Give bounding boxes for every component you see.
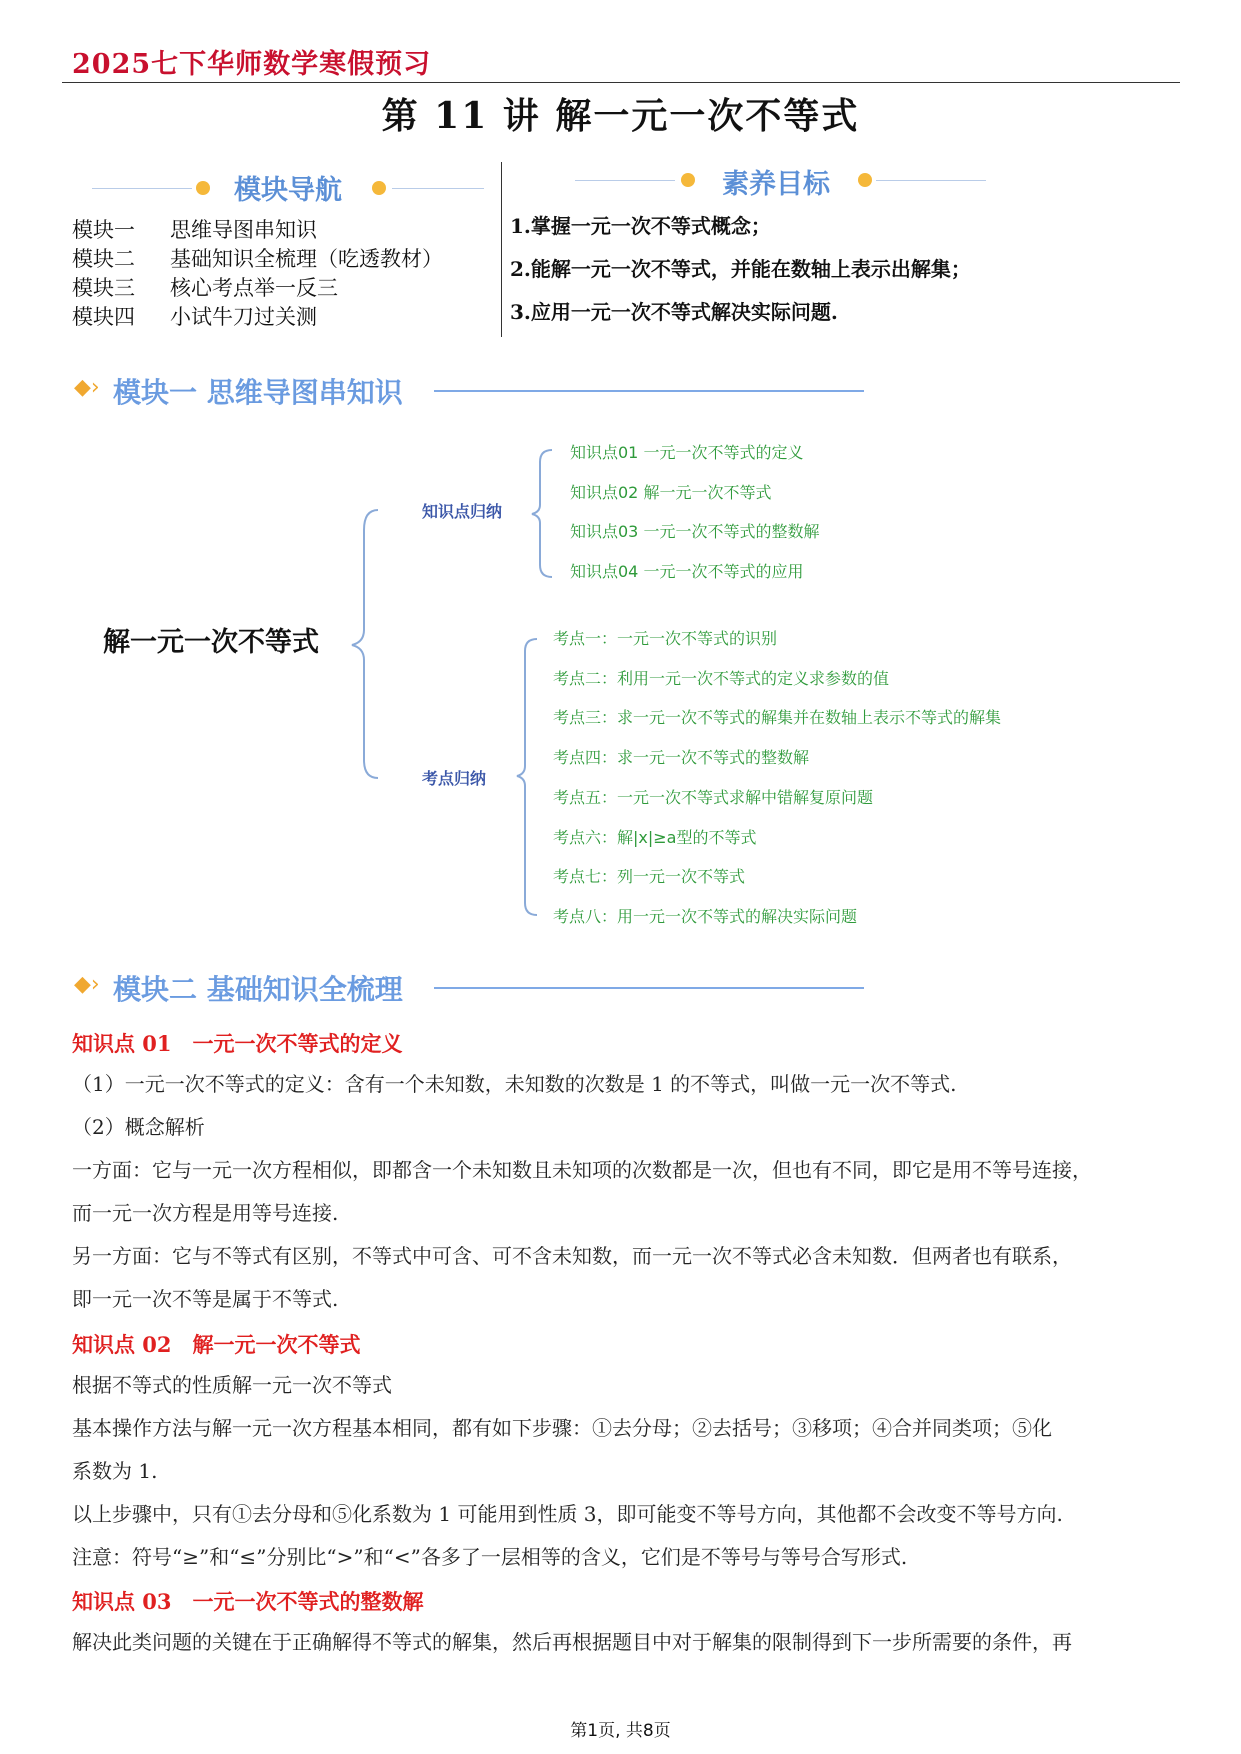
mindmap-leaf: 考点七：列一元一次不等式 bbox=[553, 867, 746, 886]
kp1-line: （1）一元一次不等式的定义：含有一个未知数，未知数的次数是 1 的不等式，叫做一元一次不等式. bbox=[72, 1072, 957, 1096]
header-title: 2025七下华师数学寒假预习 bbox=[72, 49, 432, 80]
mindmap-leaf: 知识点02 解一元一次不等式 bbox=[570, 483, 772, 502]
kp2-title: 知识点 02 解一元一次不等式 bbox=[72, 1332, 361, 1357]
mindmap-leaf: 考点二：利用一元一次不等式的定义求参数的值 bbox=[553, 669, 890, 688]
kp2-line: 以上步骤中，只有①去分母和⑤化系数为 1 可能用到性质 3，即可能变不等号方向，其他都不会改变不等号方向. bbox=[72, 1502, 1063, 1526]
goal-item: 3.应用一元一次不等式解决实际问题. bbox=[510, 300, 838, 324]
mindmap-branch-knowledge: 知识点归纳 bbox=[422, 502, 503, 521]
mindmap-leaf: 考点六：解|x|≥a型的不等式 bbox=[553, 828, 757, 847]
nav-item-value: 思维导图串知识 bbox=[170, 218, 317, 242]
nav-item-key: 模块三 bbox=[72, 276, 135, 300]
goal-item: 2.能解一元一次不等式，并能在数轴上表示出解集； bbox=[510, 257, 971, 281]
goals-title: 素养目标 bbox=[722, 169, 830, 200]
kp1-title: 知识点 01 一元一次不等式的定义 bbox=[72, 1031, 403, 1056]
kp1-line: 另一方面：它与不等式有区别，不等式中可含、可不含未知数，而一元一次不等式必含未知数．但两者也有联系， bbox=[72, 1244, 1072, 1268]
page-footer: 第1页, 共8页 bbox=[570, 1721, 671, 1741]
kp1-line: 一方面：它与一元一次方程相似，即都含一个未知数且未知项的次数都是一次，但也有不同，即它是用不等号连接， bbox=[72, 1158, 1092, 1182]
kp2-line: 注意：符号“≥”和“≤”分别比“>”和“<”各多了一层相等的含义，它们是不等号与等号合写形式. bbox=[72, 1545, 908, 1569]
mindmap-leaf: 知识点03 一元一次不等式的整数解 bbox=[570, 522, 820, 541]
nav-item-value: 核心考点举一反三 bbox=[170, 276, 338, 300]
kp3-title: 知识点 03 一元一次不等式的整数解 bbox=[72, 1589, 424, 1614]
kp1-line: （2）概念解析 bbox=[72, 1115, 205, 1139]
kp3-line: 解决此类问题的关键在于正确解得不等式的解集，然后再根据题目中对于解集的限制得到下一步所需要的条件，再 bbox=[72, 1630, 1072, 1654]
mindmap-leaf: 知识点01 一元一次不等式的定义 bbox=[570, 443, 804, 462]
nav-item-value: 小试牛刀过关测 bbox=[170, 305, 317, 329]
kp2-line: 基本操作方法与解一元一次方程基本相同，都有如下步骤：①去分母；②去括号；③移项；④合并同类项；⑤化 bbox=[72, 1416, 1052, 1440]
goal-item: 1.掌握一元一次不等式概念； bbox=[510, 214, 771, 238]
mindmap-leaf: 考点一：一元一次不等式的识别 bbox=[553, 629, 778, 648]
mindmap-leaf: 考点五：一元一次不等式求解中错解复原问题 bbox=[553, 788, 874, 807]
mindmap-root: 解一元一次不等式 bbox=[103, 627, 319, 658]
module2-diamond-icon: ◆› bbox=[74, 972, 100, 997]
mindmap-leaf: 考点四：求一元一次不等式的整数解 bbox=[553, 748, 810, 767]
mindmap-leaf: 知识点04 一元一次不等式的应用 bbox=[570, 562, 804, 581]
mindmap-leaf: 考点三：求一元一次不等式的解集并在数轴上表示不等式的解集 bbox=[553, 708, 1002, 727]
kp1-line: 即一元一次不等是属于不等式. bbox=[72, 1287, 339, 1311]
kp2-line: 系数为 1. bbox=[72, 1459, 158, 1483]
mindmap-branch-exam: 考点归纳 bbox=[422, 769, 487, 788]
kp1-line: 而一元一次方程是用等号连接. bbox=[72, 1201, 339, 1225]
nav-item-key: 模块二 bbox=[72, 247, 135, 271]
nav-title: 模块导航 bbox=[234, 175, 342, 206]
module1-title: 模块一 思维导图串知识 bbox=[113, 376, 403, 409]
nav-item-value: 基础知识全梳理（吃透教材） bbox=[170, 247, 443, 271]
nav-item-key: 模块一 bbox=[72, 218, 135, 242]
lesson-title: 第 11 讲 解一元一次不等式 bbox=[381, 95, 860, 137]
kp2-line: 根据不等式的性质解一元一次不等式 bbox=[72, 1373, 392, 1397]
module2-title: 模块二 基础知识全梳理 bbox=[113, 973, 403, 1006]
module1-diamond-icon: ◆› bbox=[74, 375, 100, 400]
nav-item-key: 模块四 bbox=[72, 305, 135, 329]
module2-line bbox=[434, 987, 864, 989]
mindmap-leaf: 考点八：用一元一次不等式的解决实际问题 bbox=[553, 907, 858, 926]
